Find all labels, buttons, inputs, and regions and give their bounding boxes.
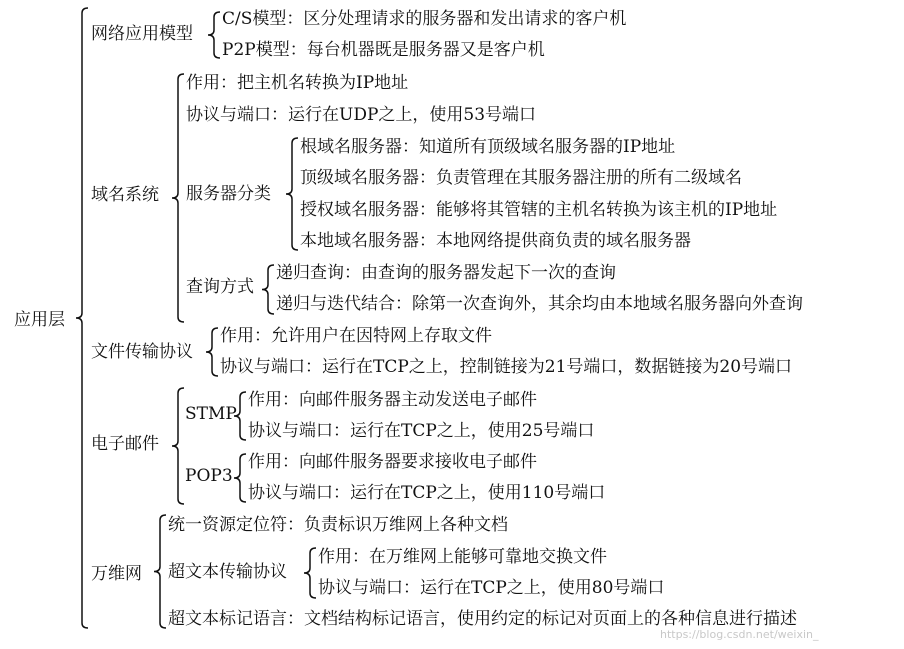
pop3-purpose: 作用：向邮件服务器要求接收电子邮件	[248, 452, 537, 472]
brace-root	[76, 8, 88, 628]
dns-server-root: 根域名服务器：知道所有顶级域名服务器的IP地址	[300, 137, 676, 157]
brace-pop3	[234, 454, 246, 502]
watermark: https://blog.csdn.net/weixin_	[660, 628, 819, 641]
dns-query-mixed: 递归与迭代结合：除第一次查询外，其余均由本地域名服务器向外查询	[276, 294, 803, 314]
dns-server-local: 本地域名服务器：本地网络提供商负责的域名服务器	[300, 231, 691, 251]
www-label: 万维网	[91, 564, 142, 584]
dns-purpose: 作用：把主机名转换为IP地址	[186, 73, 409, 93]
dns-server-tld: 顶级域名服务器：负责管理在其服务器注册的所有二级域名	[300, 168, 742, 188]
dns-label: 域名系统	[91, 185, 159, 205]
brace-model	[208, 12, 220, 58]
model-label: 网络应用模型	[91, 24, 193, 44]
dns-query-label: 查询方式	[186, 277, 254, 297]
brace-dns	[172, 74, 184, 322]
www-http-purpose: 作用：在万维网上能够可靠地交换文件	[318, 547, 607, 567]
smtp-proto: 协议与端口：运行在TCP之上，使用25号端口	[248, 421, 595, 441]
brace-http	[304, 548, 316, 598]
pop3-proto: 协议与端口：运行在TCP之上，使用110号端口	[248, 483, 606, 503]
dns-servers-label: 服务器分类	[186, 184, 271, 204]
ftp-label: 文件传输协议	[91, 342, 193, 362]
dns-server-auth: 授权域名服务器：能够将其管辖的主机名转换为该主机的IP地址	[300, 200, 778, 220]
www-html: 超文本标记语言：文档结构标记语言，使用约定的标记对页面上的各种信息进行描述	[168, 609, 797, 629]
brace-www	[154, 515, 166, 628]
email-label: 电子邮件	[91, 434, 159, 454]
www-http-proto: 协议与端口：运行在TCP之上，使用80号端口	[318, 578, 665, 598]
pop3-label: POP3	[185, 466, 233, 486]
brace-query	[262, 265, 274, 314]
www-http-label: 超文本传输协议	[168, 562, 287, 582]
dns-query-recursive: 递归查询：由查询的服务器发起下一次的查询	[276, 263, 616, 283]
brace-ftp	[206, 328, 218, 376]
brace-servers	[286, 138, 298, 250]
brace-email	[172, 388, 184, 504]
smtp-label: STMP	[185, 404, 237, 424]
smtp-purpose: 作用：向邮件服务器主动发送电子邮件	[248, 390, 537, 410]
root-label: 应用层	[14, 310, 65, 330]
model-p2p: P2P模型：每台机器既是服务器又是客户机	[222, 40, 545, 60]
ftp-purpose: 作用：允许用户在因特网上存取文件	[220, 326, 492, 346]
www-url: 统一资源定位符：负责标识万维网上各种文档	[168, 515, 508, 535]
dns-proto: 协议与端口：运行在UDP之上，使用53号端口	[186, 105, 537, 125]
model-cs: C/S模型：区分处理请求的服务器和发出请求的客户机	[222, 9, 627, 29]
ftp-proto: 协议与端口：运行在TCP之上，控制链接为21号端口，数据链接为20号端口	[220, 357, 793, 377]
